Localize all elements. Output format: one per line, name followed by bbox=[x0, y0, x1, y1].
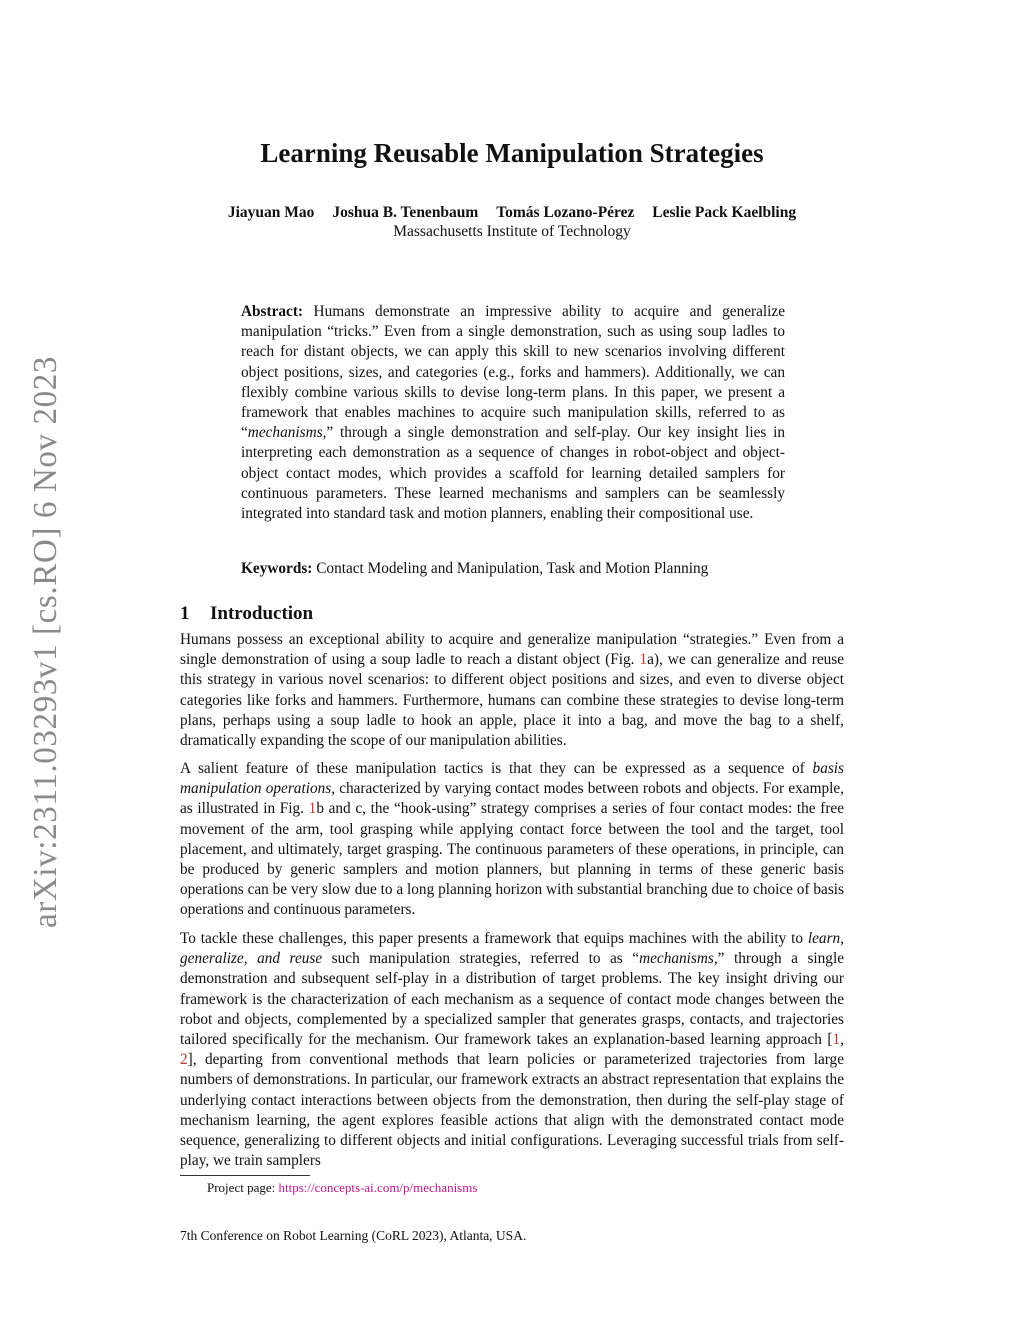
paragraph-text: , characterized by varying contact modes between robots and objects. For example, as illustrated in Fig. bbox=[180, 780, 844, 818]
paragraph-text: b and c, the “hook-using” strategy comprises a series of four contact modes: the free movement of the arm, tool grasping while applying contact force between the tool and the target, tool placement, and ultimately, target grasping. The continuous parameters of these operations, in principle, can be produced by generic samplers and motion planners, but planning in terms of these generic basis operations can be very slow due to a long planning horizon with substantial branching due to choice of basis operations and continuous parameters. bbox=[180, 800, 844, 919]
author-name: Joshua B. Tenenbaum bbox=[332, 204, 479, 221]
paragraph-emphasis: mechanisms bbox=[639, 950, 714, 968]
section-title: Introduction bbox=[210, 603, 314, 624]
footnote-label: Project page: bbox=[207, 1180, 279, 1195]
author-name: Leslie Pack Kaelbling bbox=[652, 204, 797, 221]
citation-ref-link[interactable]: 1 bbox=[832, 1031, 841, 1049]
abstract-text: ,” through a single demonstration and self-play. Our key insight lies in interpreting each demonstration as a sequence of changes in robot-object and object-object contact modes, which provides a scaffold for learning detailed samplers for continuous parameters. These learned mechanisms and samplers can be seamlessly integrated into standard task and motion planners, enabling their compositional use. bbox=[241, 424, 785, 523]
section-number: 1 bbox=[180, 603, 190, 624]
abstract bbox=[241, 302, 785, 524]
paragraph bbox=[180, 630, 844, 751]
paragraph-text: To tackle these challenges, this paper presents a framework that equips machines with the ability to bbox=[180, 930, 808, 947]
paragraph-emphasis: learn, generalize, and reuse bbox=[180, 930, 844, 968]
paper-title: Learning Reusable Manipulation Strategies bbox=[260, 138, 764, 168]
paragraph-text: ,” through a single demonstration and subsequent self-play in a distribution of target problems. The key insight driving our framework is the characterization of each mechanism as a sequence of contact mode changes between the robot and objects, complemented by a specialized sampler that generates grasps, contacts, and trajectories tailored specifically for the mechanism. Our framework takes an explanation-based learning approach [ bbox=[180, 950, 844, 1049]
abstract-text: Humans demonstrate an impressive ability to acquire and generalize manipulation “tricks.” Even from a single demonstration, such as using soup ladles to reach for distant objects, we can apply this skill to new scenarios involving different object positions, sizes, and categories (e.g., forks and hammers). Additionally, we can flexibly combine various skills to devise long-term plans. In this paper, we present a framework that enables machines to acquire such manipulation skills, referred to as “ bbox=[241, 303, 786, 442]
footnote bbox=[207, 1180, 477, 1196]
author-name: Tomás Lozano-Pérez bbox=[496, 204, 635, 221]
citation-separator: , bbox=[840, 1031, 844, 1049]
paragraph-text: such manipulation strategies, referred to as “ bbox=[322, 950, 640, 968]
footnote-divider bbox=[180, 1175, 310, 1176]
abstract-emphasis: mechanisms bbox=[247, 424, 323, 442]
arxiv-identifier: arXiv:2311.03293v1 [cs.RO] 6 Nov 2023 bbox=[27, 355, 64, 928]
paragraph-text: a), we can generalize and reuse this strategy in various novel scenarios: to different object positions and sizes, and even to diverse object categories like forks and hammers. Furthermore, humans can combine these strategies to devise long-term plans, perhaps using a soup ladle to hook an apple, place it into a bag, and move the bag to a shelf, dramatically expanding the scope of our manipulation abilities. bbox=[180, 651, 844, 750]
section-heading bbox=[180, 603, 313, 625]
keywords bbox=[241, 559, 785, 579]
paragraph-text: ], departing from conventional methods that learn policies or parameterized trajectories from large numbers of demonstrations. In particular, our framework extracts an abstract representation that explains the underlying contact interactions between objects from the demonstration, then during the self-play stage of mechanism learning, the agent explores feasible actions that align with the demonstrated contact mode sequence, generalizing to different objects and initial configurations. Leveraging successful trials from self-play, we train samplers bbox=[180, 1051, 844, 1170]
author-list bbox=[180, 204, 844, 222]
figure-ref-link[interactable]: 1 bbox=[308, 800, 317, 818]
paragraph bbox=[180, 759, 844, 921]
abstract-label: Abstract: bbox=[241, 303, 304, 320]
paragraph-emphasis: basis manipulation operations bbox=[180, 760, 844, 798]
author-name: Jiayuan Mao bbox=[227, 204, 315, 221]
conference-note: 7th Conference on Robot Learning (CoRL 2023), Atlanta, USA. bbox=[180, 1228, 527, 1243]
project-page-link[interactable]: https://concepts-ai.com/p/mechanisms bbox=[278, 1180, 478, 1195]
paragraph bbox=[180, 929, 844, 1171]
keywords-text: Contact Modeling and Manipulation, Task and Motion Planning bbox=[316, 560, 709, 577]
affiliation: Massachusetts Institute of Technology bbox=[393, 223, 631, 240]
arxiv-sidebar-stamp bbox=[8, 355, 72, 930]
figure-ref-link[interactable]: 1 bbox=[639, 651, 648, 669]
citation-ref-link[interactable]: 2 bbox=[180, 1051, 188, 1069]
paragraph-text: A salient feature of these manipulation tactics is that they can be expressed as a sequence of bbox=[180, 760, 813, 777]
paragraph-text: Humans possess an exceptional ability to acquire and generalize manipulation “strategies.” Even from a single demonstration of using a soup ladle to reach a distant object (Fig. bbox=[180, 631, 844, 669]
keywords-label: Keywords: bbox=[241, 560, 313, 577]
